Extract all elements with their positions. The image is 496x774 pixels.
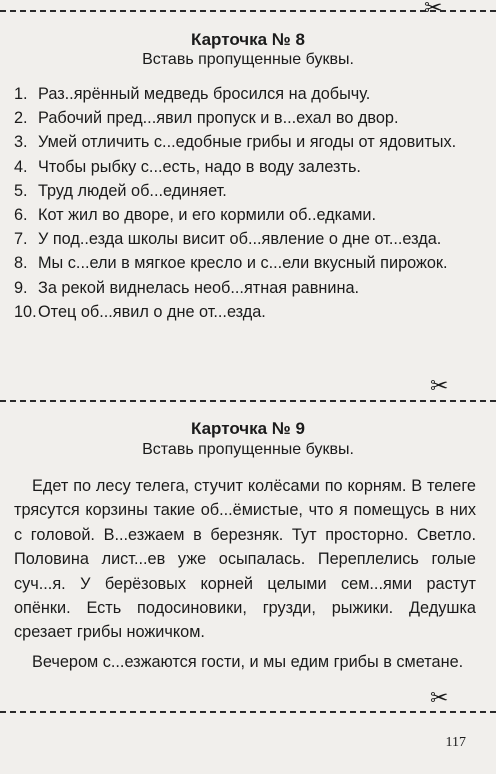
item-text: Отец об...явил о дне от...езда. [38, 302, 266, 321]
list-item [14, 203, 474, 227]
item-number: 8. [14, 254, 28, 273]
list-item [14, 227, 474, 251]
item-number: 1. [14, 85, 28, 103]
item-number: 5. [14, 181, 28, 200]
card-9-title: Карточка № 9 [191, 419, 305, 438]
item-number: 7. [14, 230, 28, 249]
item-text: Мы с...ели в мягкое кресло и с...ели вкусный пирожок. [38, 254, 448, 273]
item-number: 4. [14, 157, 28, 176]
item-text: У под..езда школы висит об...явление о дне от...езда. [38, 230, 442, 249]
item-text: Раз..ярённый медведь бросился на добычу. [38, 85, 371, 103]
card-9-paragraph-2: Вечером с...езжаются гости, и мы едим грибы в сметане. [32, 653, 464, 671]
item-text: Труд людей об...единяет. [38, 181, 227, 200]
list-item [14, 251, 474, 275]
scissors-icon: ✂ [430, 374, 449, 399]
cut-line-bottom [0, 711, 496, 713]
card-9-paragraph-1: Едет по лесу телега, стучит колёсами по корням. В телеге трясутся корзины такие об...ёмистые, что я помещусь в них с головой. В...езжаем в березняк. Тут просторно. Светло. Половина лист...ев уже осыпалась. Переплелись голые суч...я. У берёзовых корней целыми сем...ями растут опёнки. Есть подосиновики, грузди, рыжики. Дедушка срезает грибы ножичком. [14, 477, 476, 642]
list-item [14, 82, 474, 106]
item-number: 10. [14, 302, 37, 321]
card-8-instruction: Вставь пропущенные буквы. [142, 51, 354, 68]
cut-line-top [0, 10, 496, 12]
card-9-instruction: Вставь пропущенные буквы. [142, 441, 354, 458]
scissors-icon: ✂ [430, 686, 449, 711]
list-item [14, 300, 474, 324]
item-text: Чтобы рыбку с...есть, надо в воду залезть. [38, 157, 361, 176]
list-item [14, 276, 474, 300]
card-8-exercise-list [14, 82, 474, 324]
list-item [14, 155, 474, 179]
cut-line-middle [0, 400, 496, 402]
item-text: За рекой виднелась необ...ятная равнина. [38, 278, 360, 297]
scissors-icon: ✂ [424, 0, 443, 21]
item-number: 2. [14, 109, 28, 128]
item-text: Умей отличить с...едобные грибы и ягоды от ядовитых. [38, 133, 457, 152]
list-item [14, 106, 474, 130]
item-number: 3. [14, 133, 28, 152]
item-number: 6. [14, 206, 28, 225]
item-text: Кот жил во дворе, и его кормили об..едками. [38, 206, 377, 225]
page-number: 117 [445, 735, 466, 750]
item-text: Рабочий пред...явил пропуск и в...ехал во двор. [38, 109, 399, 128]
card-8-title: Карточка № 8 [191, 30, 305, 49]
item-number: 9. [14, 278, 28, 297]
list-item [14, 179, 474, 203]
list-item [14, 130, 474, 154]
